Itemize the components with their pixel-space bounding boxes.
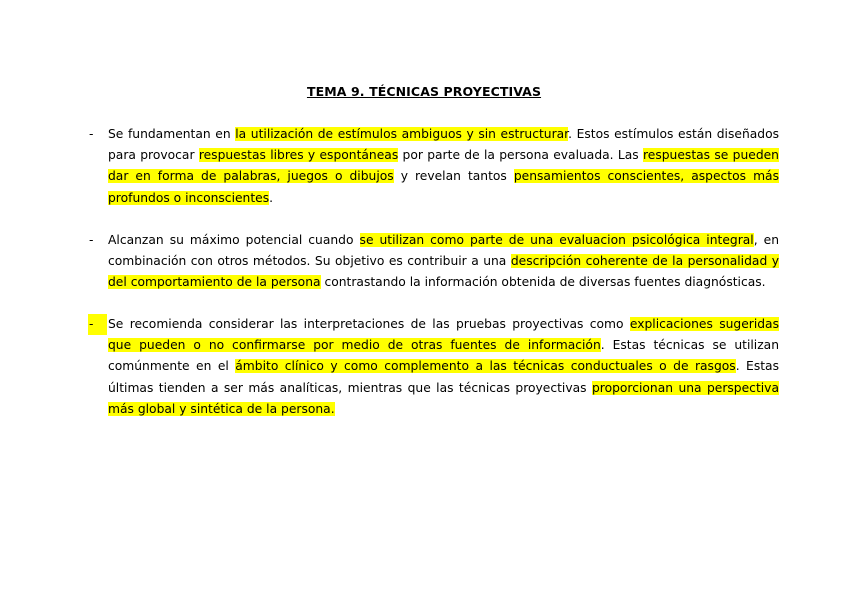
highlighted-text: respuestas libres y espontáneas <box>198 148 399 163</box>
text-segment: y revelan tantos <box>393 169 514 184</box>
text-segment: por parte de la persona evaluada. Las <box>398 148 643 163</box>
paragraph-text <box>108 124 779 209</box>
highlighted-text: pensamientos conscientes, aspectos más profundos o inconscientes <box>108 169 779 205</box>
bullet-dash: - <box>89 127 94 141</box>
highlighted-text: se utilizan como parte de una evaluacion psicológica integral <box>359 233 754 247</box>
text-segment: . Estos estímulos están diseñados para provocar <box>108 127 780 163</box>
list-item <box>89 314 779 420</box>
list-item <box>89 230 779 294</box>
paragraph-text <box>108 314 779 420</box>
text-segment: Se recomienda considerar las interpretaciones de las pruebas proyectivas como <box>108 317 630 331</box>
bullet-dash: - <box>89 233 94 247</box>
text-segment: , en combinación con otros métodos. Su objetivo es contribuir a una <box>108 233 779 269</box>
bullet-dash-highlighted: - <box>88 314 107 335</box>
text-segment: Alcanzan su máximo potencial cuando <box>108 233 360 247</box>
highlighted-text: descripción coherente de la personalidad y del comportamiento de la persona <box>108 254 780 290</box>
highlighted-text: ámbito clínico y como complemento a las técnicas conductuales o de rasgos <box>235 359 736 374</box>
text-segment: . Estas técnicas se utilizan comúnmente en el <box>108 338 779 374</box>
text-segment: . Estas últimas tienden a ser más analíticas, mientras que las técnicas proyectivas <box>108 359 779 395</box>
text-segment: contrastando la información obtenida de diversas fuentes diagnósticas. <box>320 275 766 290</box>
paragraph-text <box>108 230 779 294</box>
text-segment: . <box>269 190 274 205</box>
highlighted-text: la utilización de estímulos ambiguos y sin estructurar <box>235 127 569 141</box>
highlighted-text: explicaciones sugeridas que pueden o no confirmarse por medio de otras fuentes de información <box>108 317 779 353</box>
document-title: TEMA 9. TÉCNICAS PROYECTIVAS <box>306 84 542 99</box>
text-segment: Se fundamentan en <box>108 127 236 141</box>
highlighted-text: proporcionan una perspectiva más global y sintética de la persona. <box>108 380 779 416</box>
highlighted-text: respuestas se pueden dar en forma de palabras, juegos o dibujos <box>108 148 779 184</box>
list-item <box>89 124 779 209</box>
